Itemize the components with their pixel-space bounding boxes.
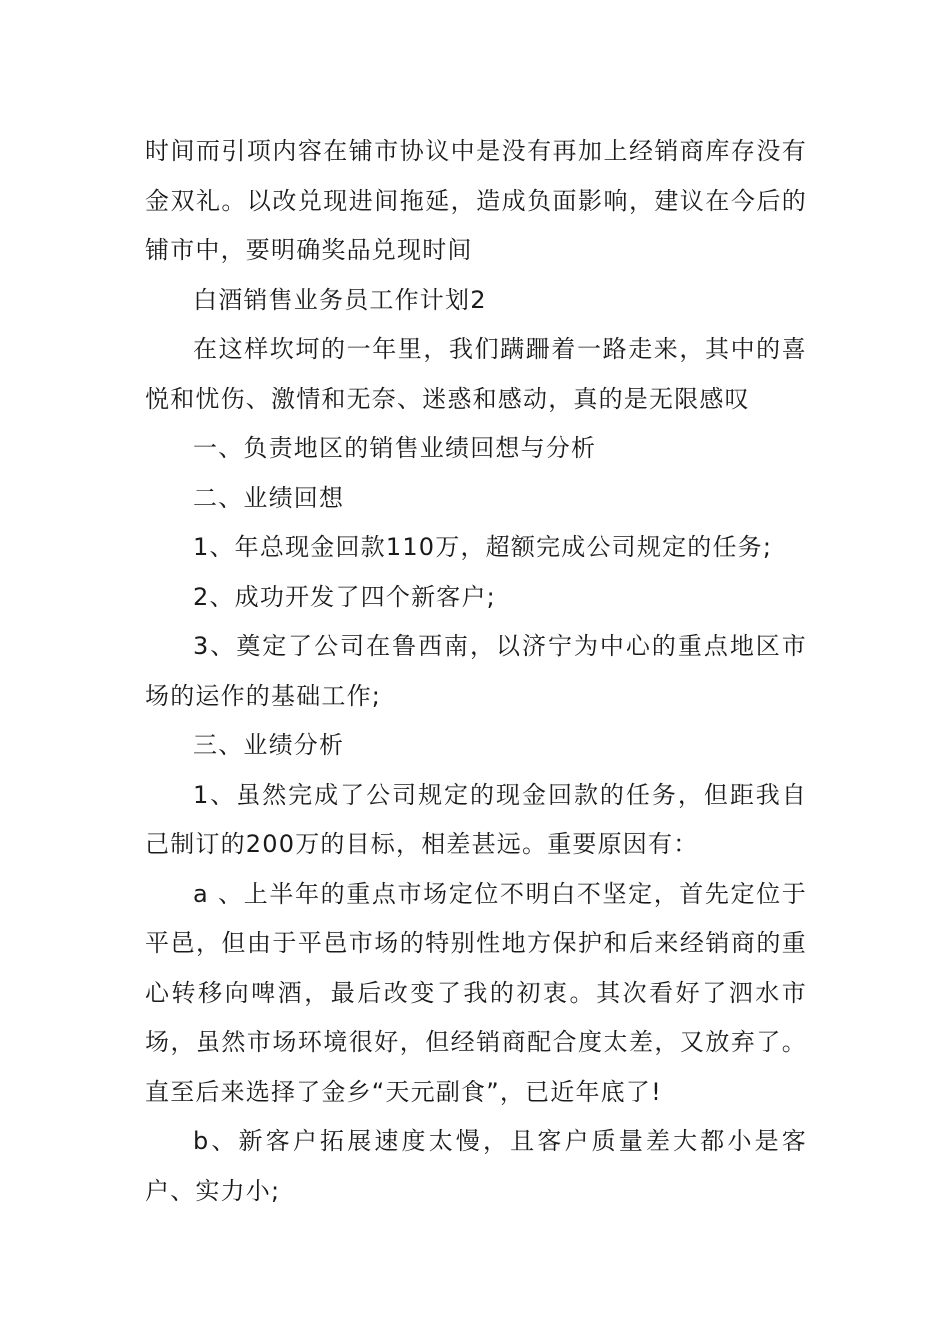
section-title: 白酒销售业务员工作计划2 <box>193 285 487 314</box>
list-item-2: 2、成功开发了四个新客户; <box>193 582 496 611</box>
analysis-item-1: 1、虽然完成了公司规定的现金回款的任务，但距我自己制订的200万的目标，相差甚远。重要原因有： <box>145 780 807 858</box>
analysis-item-b: b、新客户拓展速度太慢，且客户质量差大都小是客户、实力小; <box>145 1127 807 1205</box>
paragraph-1: 时间而引项内容在铺市协议中是没有再加上经销商库存没有金双礼。以改兑现进间拖延，造成负面影响，建议在今后的铺市中，要明确奖品兑现时间 <box>145 137 807 264</box>
list-item-1: 1、年总现金回款110万，超额完成公司规定的任务; <box>193 533 773 561</box>
heading-1: 一、负责地区的销售业绩回想与分析 <box>193 434 597 462</box>
heading-2: 二、业绩回想 <box>193 483 345 512</box>
heading-3: 三、业绩分析 <box>193 731 345 759</box>
document-page <box>145 127 807 1216</box>
list-item-3: 3、奠定了公司在鲁西南，以济宁为中心的重点地区市场的运作的基础工作; <box>145 632 807 710</box>
analysis-item-a: a 、上半年的重点市场定位不明白不坚定，首先定位于平邑，但由于平邑市场的特别性地方保护和后来经销商的重心转移向啤酒，最后改变了我的初衷。其次看好了泗水市场，虽然市场环境很好，但经销商配合度太差，又放弃了。直至后来选择了金乡“天元副食”，已近年底了! <box>145 879 807 1106</box>
paragraph-intro: 在这样坎坷的一年里，我们蹒跚着一路走来，其中的喜悦和忧伤、激情和无奈、迷惑和感动，真的是无限感叹 <box>145 335 807 413</box>
